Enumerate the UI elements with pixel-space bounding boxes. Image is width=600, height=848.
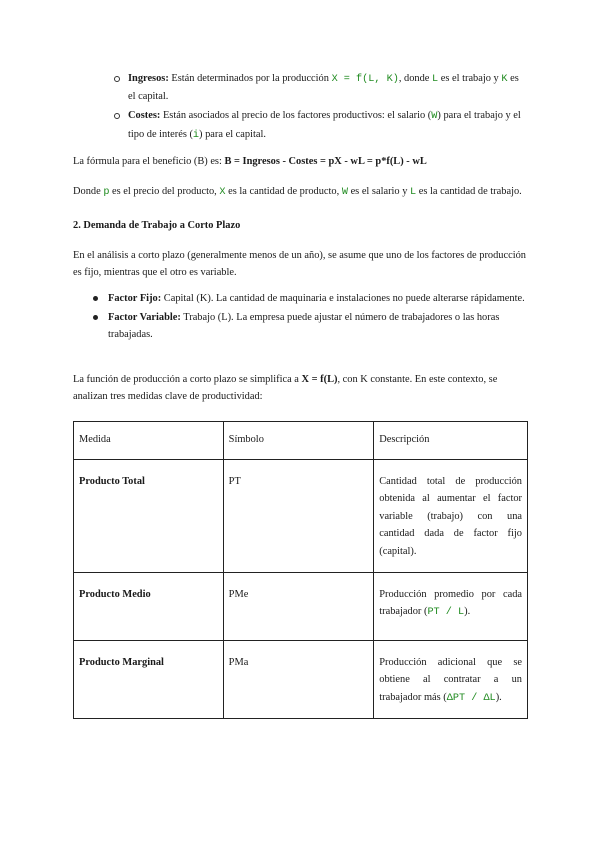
factor-list <box>73 290 528 346</box>
costes-text-3: ) para el capital. <box>199 128 266 140</box>
funcion-text: La función de producción a corto plazo se simplifica a <box>73 374 299 385</box>
productivity-table <box>73 421 528 719</box>
table-row <box>74 572 528 640</box>
row-descripcion <box>374 572 528 640</box>
intro-paragraph: En el análisis a corto plazo (generalmente menos de un año), se asume que uno de los factores de producción es fijo, mientras que el otro es variable. <box>73 250 526 279</box>
donde-text: Donde <box>73 186 101 197</box>
costes-text-2: ) para el trabajo y el tipo de interés ( <box>128 110 521 140</box>
row-medida: Producto Total <box>79 475 145 487</box>
desc-text: Producción promedio por cada trabajador ( <box>379 588 522 617</box>
code-l: L <box>432 74 439 85</box>
code-l-2: L <box>410 187 417 198</box>
code-w-2: W <box>341 187 348 198</box>
donde-text-3: es la cantidad de producto, <box>228 186 340 197</box>
factor-variable-label: Factor Variable: <box>108 312 181 324</box>
row-simbolo: PMa <box>223 640 374 719</box>
production-function-paragraph <box>73 371 528 388</box>
list-item-costes <box>128 107 528 143</box>
list-item-factor-fijo <box>108 290 528 307</box>
donde-text-5: es la cantidad de trabajo. <box>418 186 522 197</box>
costes-label: Costes: <box>128 110 161 122</box>
header-descripcion: Descripción <box>374 422 528 460</box>
ingresos-text-3: es el trabajo y <box>440 73 499 84</box>
variables-paragraph <box>73 183 522 201</box>
table-row <box>74 459 528 572</box>
row-simbolo: PT <box>223 459 374 572</box>
donde-text-4: es el salario y <box>350 186 408 197</box>
factor-fijo-text: Capital (K). La cantidad de maquinaria e instalaciones no puede alterarse rápidamente. <box>163 293 525 304</box>
desc-text-end: ). <box>495 691 502 703</box>
code-pme-formula: PT / L <box>427 607 465 618</box>
list-item-factor-variable <box>108 309 528 343</box>
code-k: K <box>501 74 508 85</box>
desc-text-end: ). <box>464 606 471 617</box>
table-row <box>74 640 528 719</box>
production-function-paragraph-line2: analizan tres medidas clave de productividad: <box>73 391 263 402</box>
ingresos-text-2: , donde <box>398 73 430 84</box>
factor-fijo-label: Factor Fijo: <box>108 293 162 304</box>
row-medida: Producto Marginal <box>79 656 164 668</box>
table-header-row <box>74 422 528 460</box>
ingresos-text-4: es el capital. <box>128 73 519 103</box>
ingresos-text: Están determinados por la producción <box>171 73 329 84</box>
row-medida: Producto Medio <box>79 588 151 600</box>
costes-text: Están asociados al precio de los factores productivos: el salario ( <box>162 110 432 122</box>
header-medida: Medida <box>74 422 224 460</box>
ingresos-label: Ingresos: <box>128 73 169 84</box>
row-simbolo: PMe <box>223 572 374 640</box>
funcion-bold: X = f(L) <box>301 374 338 385</box>
factor-variable-text: Trabajo (L). La empresa puede ajustar el número de trabajadores o las horas trabajadas. <box>108 312 500 341</box>
income-cost-list <box>73 70 528 144</box>
code-x: X <box>219 187 226 198</box>
section-heading: 2. Demanda de Trabajo a Corto Plazo <box>73 220 241 231</box>
formula-text: La fórmula para el beneficio (B) es: <box>73 156 222 167</box>
funcion-text-2: , con K constante. En este contexto, se <box>337 374 498 385</box>
code-i: i <box>192 129 200 141</box>
header-simbolo: Símbolo <box>223 422 374 460</box>
code-pma-formula: ΔPT / ΔL <box>446 692 496 704</box>
code-p: p <box>103 187 110 198</box>
row-descripcion <box>374 640 528 719</box>
donde-text-2: es el precio del producto, <box>112 186 217 197</box>
formula-bold: B = Ingresos - Costes = pX - wL = p*f(L) - wL <box>224 156 427 167</box>
code-production-function: X = f(L, K) <box>331 74 399 85</box>
profit-formula-paragraph <box>73 153 427 170</box>
list-item-ingresos <box>128 70 528 105</box>
row-descripcion: Cantidad total de producción obtenida al aumentar el factor variable (trabajo) con una cantidad dada de factor fijo (capital). <box>374 459 528 572</box>
desc-text: Producción adicional que se obtiene al contratar a un trabajador más ( <box>379 656 522 703</box>
document-page <box>73 70 528 704</box>
code-w: W <box>431 111 438 123</box>
